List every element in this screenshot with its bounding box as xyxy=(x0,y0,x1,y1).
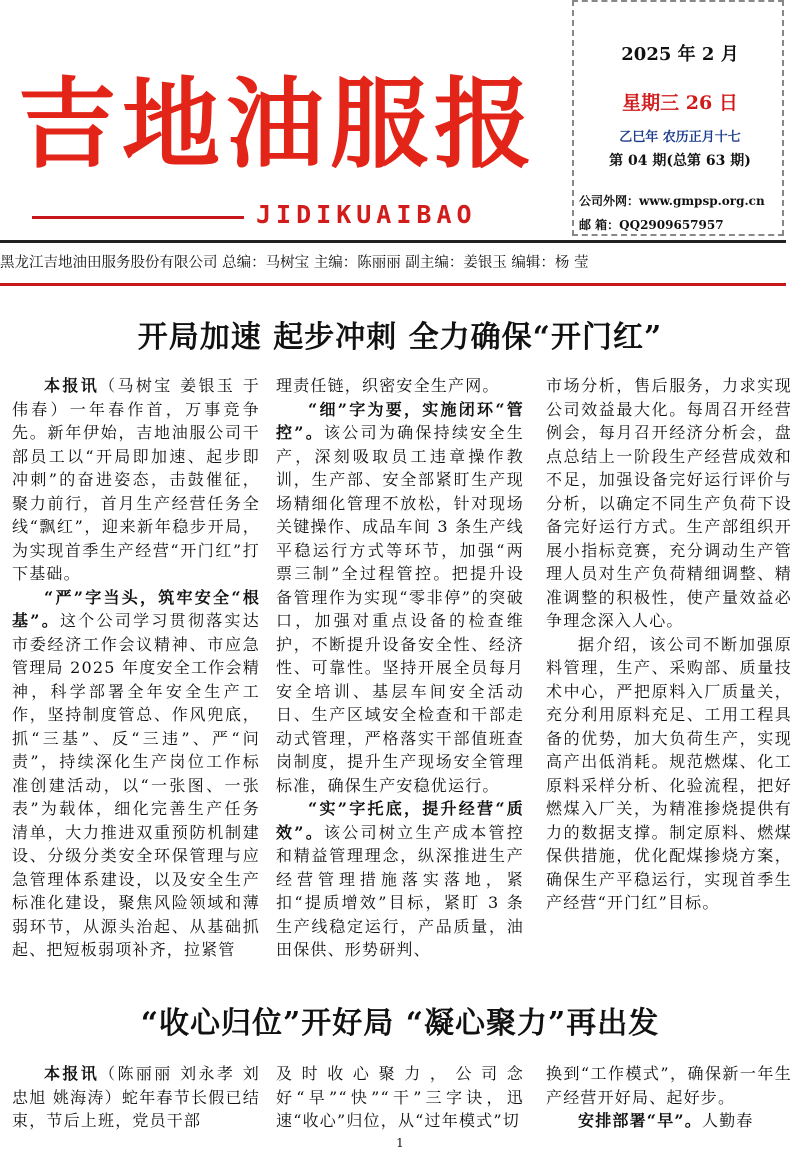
article2-headline: “收心归位”开好局 “凝心聚力”再出发 xyxy=(140,1006,660,1041)
article1-paragraph: “细”字为要，实施闭环“管控”。该公司为确保持续安全生产，深刻吸取员工违章操作教训，生产部、安全部紧盯生产现场精细化管理不放松，针对现场关键操作、成品车间 3 条生产线平稳运行方式等环节，加强“两票三制”全过程管控。把提升设备管理作为实现“零非停”的突破口，加强对重点设备的检查维护，不断提升设备安全性、经济性、可靠性。坚持开展全员每月安全培训、基层车间安全活动日、生产区域安全检查和干部走动式管理，严格落实干部值班查岗制度，提升生产现场安全管理标准，确保生产安稳优运行。 xyxy=(276,399,524,795)
article1-paragraph: “实”字托底，提升经营“质效”。该公司树立生产成本管控和精益管理理念，纵深推进生产经营管理措施落实落地，紧扣“提质增效”目标，紧盯 3 条生产线稳定运行，产品质量，油田保供、形势研判、 xyxy=(276,799,524,959)
section-lead: “细”字为要，实施闭环“管控”。 xyxy=(276,399,524,442)
article2-paragraph: 本报讯（陈丽丽 刘永孝 刘忠旭 姚海涛）蛇年春节长假已结束，节后上班，党员干部 xyxy=(12,1064,260,1130)
article2-paragraph: 换到“工作模式”，确保新一年生产经营开好局、起好步。 xyxy=(546,1064,792,1107)
article1-paragraph: 据介绍，该公司不断加强原料管理，生产、采购部、质量技术中心，严把原料入厂质量关，充分利用原料充足、工用工程具备的优势，加大负荷生产，实现高产出低消耗。规范燃煤、化工原料采样分析、化验流程，把好燃煤入厂关，为精准掺烧提供有力的数据支撑。制定原料、燃煤保供措施，优化配煤掺烧方案，确保生产平稳运行，实现首季生产经营“开门红”目标。 xyxy=(546,634,792,912)
article1-paragraph: “严”字当头，筑牢安全“根基”。这个公司学习贯彻落实达市委经济工作会议精神、市应急管理局 2025 年度安全工作会精神，科学部署全年安全生产工作，坚持制度管总、作风兜底，抓“三基”、反“三违”、严“问责”，持续深化生产岗位工作标准创建活动，以“一张图、一张表”为载体，细化完善生产任务清单，大力推进双重预防机制建设、分级分类安全环保管理与应急管理体系建设，以及安全生产标准化建设，聚焦风险领域和薄弱环节，从源头治起、从基础抓起、把短板弱项补齐，拉紧管 xyxy=(12,587,260,959)
article2-column-1 xyxy=(12,1062,260,1140)
issue-info-box xyxy=(572,0,784,236)
section-lead: 安排部署“早”。 xyxy=(578,1111,703,1130)
article1-paragraph: 市场分析，售后服务，力求实现公司效益最大化。每周召开经营例会，每月召开经济分析会，盘点总结上一阶段生产经营成效和不足，加强设备完好运行评价与分析，以确定不同生产负荷下设备完好运行方式。生产部组织开展小指标竞赛，充分调动生产管理人员对生产负荷精细调整、精准调整的积极性，使产量效益必争理念深入人心。 xyxy=(546,376,792,630)
dateline: 本报讯 xyxy=(44,1064,100,1083)
newspaper-pinyin: JIDIKUAIBAO xyxy=(256,200,477,229)
section-lead: “严”字当头，筑牢安全“根基”。 xyxy=(12,587,260,630)
section-lead: “实”字托底，提升经营“质效”。 xyxy=(276,799,524,842)
article1-column-2 xyxy=(276,374,524,966)
issue-date: 2025 年 2 月 xyxy=(621,44,739,65)
company-website[interactable]: 公司外网：www.gmpsp.org.cn xyxy=(579,194,765,208)
issue-weekday: 星期三 26 日 xyxy=(622,92,738,114)
dateline: 本报讯 xyxy=(44,376,100,395)
lunar-date: 乙巳年 农历正月十七 xyxy=(619,130,741,145)
article2-paragraph: 安排部署“早”。人勤春 xyxy=(578,1111,754,1130)
title-underline xyxy=(32,216,244,219)
article1-column-1 xyxy=(12,374,260,966)
article1-paragraph: 理责任链，织密安全生产网。 xyxy=(276,376,500,395)
issue-number: 第 04 期(总第 63 期) xyxy=(609,153,751,169)
article2-column-2 xyxy=(276,1062,524,1140)
staff-credits: 黑龙江吉地油田服务股份有限公司 总编：马树宝 主编：陈丽丽 副主编：姜银玉 编辑：杨 莹 xyxy=(0,240,786,286)
article1-paragraph: 本报讯（马树宝 姜银玉 于伟春）一年春作首，万事竞争先。新年伊始，吉地油服公司干部员工以“开局即加速、起步即冲刺”的奋进姿态，击鼓催征，聚力前行，首月生产经营任务全线“飘红”，迎来新年稳步开局，为实现首季生产经营“开门红”打下基础。 xyxy=(12,376,260,583)
page-number: 1 xyxy=(396,1136,404,1150)
company-email[interactable]: 邮 箱：QQ2909657957 xyxy=(579,218,724,232)
newspaper-title: 吉地油服报 xyxy=(18,67,539,182)
article2-paragraph: 及时收心聚力，公司念好“早”“快”“干”三字诀，迅速“收心”归位，从“过年模式”切 xyxy=(276,1064,524,1130)
article2-column-3 xyxy=(546,1062,792,1140)
article1-headline: 开局加速 起步冲刺 全力确保“开门红” xyxy=(137,320,663,355)
article1-column-3 xyxy=(546,374,792,966)
